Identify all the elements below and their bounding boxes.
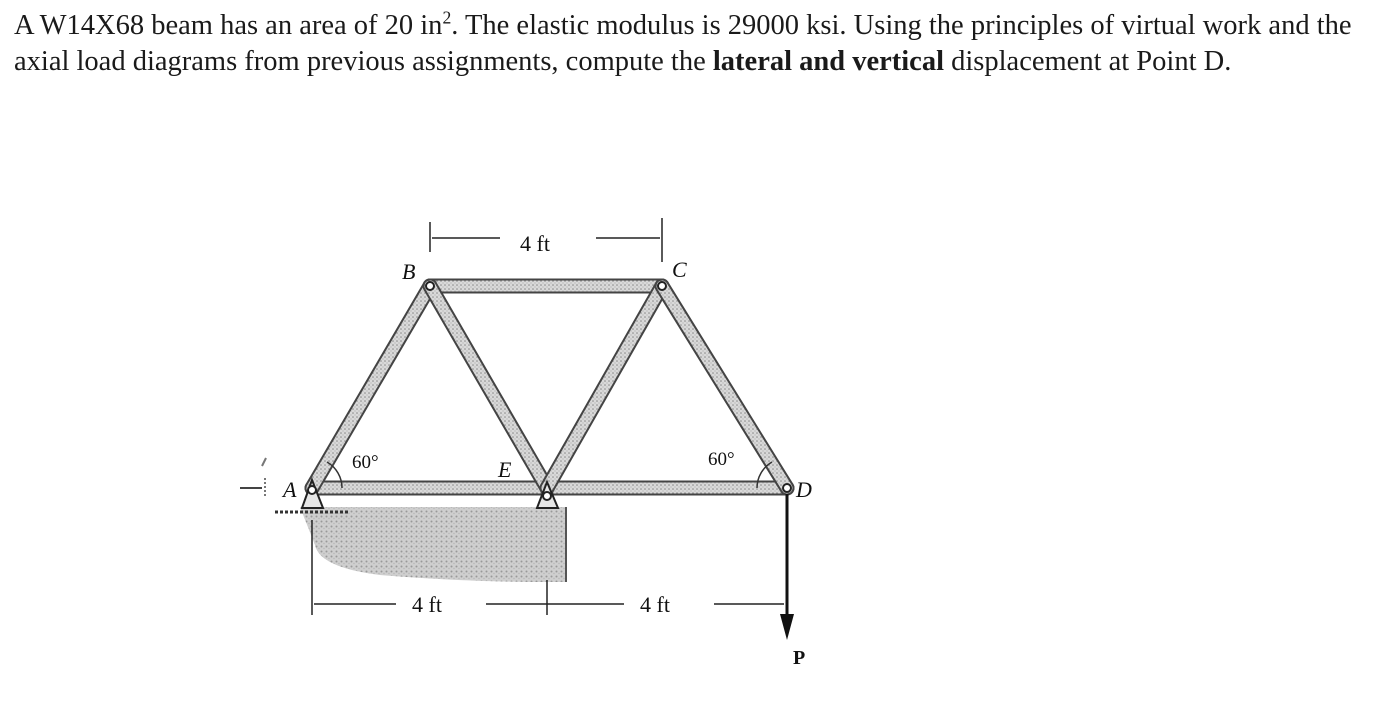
label-dim-bottom-left: 4 ft — [412, 592, 442, 617]
label-angle-right: 60° — [708, 449, 735, 470]
problem-text-2: . The elastic modulus is 29000 ksi. Using the principles of virtual work and the axial load diagrams from previous assignments, compute the — [14, 10, 1352, 77]
ground-region — [275, 507, 566, 582]
label-node-a: A — [283, 477, 297, 502]
problem-text-3: displacement at Point D. — [944, 46, 1232, 77]
label-dim-bottom-right: 4 ft — [640, 592, 670, 617]
label-load-p: P — [793, 647, 806, 669]
label-angle-left: 60° — [352, 452, 379, 473]
label-node-e: E — [498, 457, 512, 482]
label-node-c: C — [672, 257, 687, 282]
label-dim-top: 4 ft — [520, 231, 550, 256]
joint-b — [426, 282, 434, 290]
load-arrow — [780, 494, 794, 640]
joint-c — [658, 282, 666, 290]
joint-d — [783, 484, 791, 492]
problem-bold-text: lateral and vertical — [712, 46, 944, 77]
reaction-marks — [240, 458, 266, 498]
label-node-b: B — [402, 259, 416, 284]
problem-text-1: A W14X68 beam has an area of 20 in — [14, 10, 443, 41]
area-exponent: 2 — [442, 7, 452, 28]
label-node-d: D — [796, 477, 812, 502]
member-ec — [547, 286, 662, 488]
member-be — [430, 286, 547, 488]
